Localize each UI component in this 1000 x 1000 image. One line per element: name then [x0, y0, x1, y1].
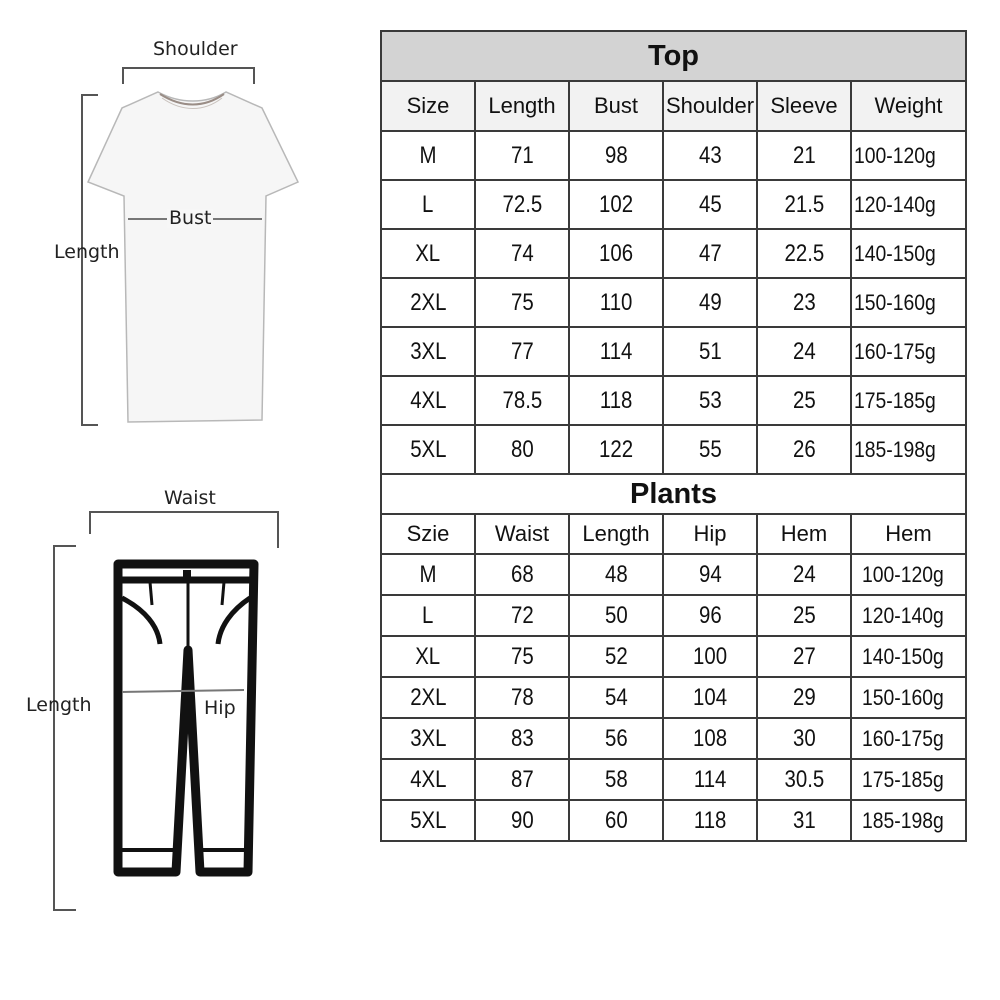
top_table-cell-text: 25 [792, 386, 816, 414]
size-chart-table [380, 30, 967, 842]
hip-label: Hip [204, 697, 236, 719]
pants_table-cell [757, 554, 851, 595]
top_table-cell-text: 160-175g [854, 338, 936, 364]
top_table-cell-text: 175-185g [854, 387, 936, 413]
top_table-cell [381, 376, 475, 425]
pants_table-cell-text: M [419, 560, 437, 588]
top_table-cell [381, 425, 475, 474]
pants_table-cell [757, 800, 851, 841]
top_table-cell [569, 376, 663, 425]
top_table-cell [663, 327, 757, 376]
top_table-cell [663, 376, 757, 425]
top_table-cell [851, 131, 966, 180]
pants_table-cell-text: 96 [698, 601, 722, 629]
top_table-cell [569, 229, 663, 278]
pants_table-cell-text: 94 [698, 560, 722, 588]
pants_table-cell [663, 636, 757, 677]
top_table-cell [851, 376, 966, 425]
pants_table-cell [381, 554, 475, 595]
top_table-cell-text: 110 [599, 288, 633, 316]
pants_table-cell [475, 636, 569, 677]
top_table-cell [851, 278, 966, 327]
top_table-cell [851, 180, 966, 229]
pants_table-header-cell: Length [569, 514, 663, 554]
top_table-cell [475, 327, 569, 376]
top_table-cell-text: 23 [792, 288, 816, 316]
pants_table-cell [569, 759, 663, 800]
top_table-cell-text: 102 [598, 190, 634, 218]
pants_table-cell [381, 800, 475, 841]
top_table-row [381, 180, 966, 229]
top_table-cell-text: 106 [598, 239, 634, 267]
pants_table-cell [475, 595, 569, 636]
pants_table-cell-text: 58 [604, 765, 628, 793]
pants_table-cell [757, 677, 851, 718]
pants_table-cell-text: 48 [604, 560, 628, 588]
pants_table-cell-text: 50 [604, 601, 628, 629]
pants_table-cell [851, 759, 966, 800]
pants_table-cell [663, 554, 757, 595]
pants_table-cell [569, 677, 663, 718]
top_table-cell-text: M [419, 141, 437, 169]
pants_table-cell [475, 554, 569, 595]
top_table-cell-text: 47 [698, 239, 722, 267]
pants_table-header-cell: Szie [381, 514, 475, 554]
top_table-cell [569, 131, 663, 180]
pants_table-cell [569, 718, 663, 759]
pants_table-cell-text: 3XL [409, 724, 447, 752]
pants_table-header-cell: Hip [663, 514, 757, 554]
pants_table-cell-text: 56 [604, 724, 628, 752]
pants_table-cell-text: 4XL [409, 765, 447, 793]
top_table-cell [851, 229, 966, 278]
top_table-cell-text: 100-120g [854, 142, 936, 168]
pants_table-cell [381, 677, 475, 718]
pants_table-cell [757, 759, 851, 800]
pants_table-cell-text: 175-185g [862, 766, 944, 792]
top_table-cell-text: 51 [698, 337, 722, 365]
pants_table-cell-text: 83 [510, 724, 534, 752]
top_table-cell-text: 49 [698, 288, 722, 316]
pants_table-cell-text: 72 [510, 601, 534, 629]
top_table-cell-text: 5XL [409, 435, 447, 463]
pants_table-cell-text: 100 [692, 642, 728, 670]
top_table-cell-text: 24 [792, 337, 816, 365]
top-length-label: Length [54, 241, 120, 263]
top_table-cell-text: 45 [698, 190, 722, 218]
top_table-cell [851, 425, 966, 474]
top_table-cell [569, 180, 663, 229]
top_table-cell [569, 278, 663, 327]
top_table-cell-text: 55 [698, 435, 722, 463]
top_table-header-row [381, 81, 966, 131]
pants_table-cell [381, 595, 475, 636]
pants_table-cell [569, 636, 663, 677]
pants_table-cell-text: L [422, 601, 434, 629]
pants_table-cell-text: 68 [510, 560, 534, 588]
top_table-cell [569, 425, 663, 474]
pants_table-cell-text: 104 [692, 683, 728, 711]
pants_table-cell-text: 108 [692, 724, 728, 752]
top_table-row [381, 229, 966, 278]
top_table-row [381, 425, 966, 474]
top_table-cell-text: 114 [599, 337, 633, 365]
top_table-cell [381, 229, 475, 278]
top_table-cell-text: 21.5 [784, 190, 824, 218]
pants_table-cell [381, 759, 475, 800]
pants_table-cell [851, 554, 966, 595]
top_table-cell [757, 180, 851, 229]
pants_table-cell [757, 718, 851, 759]
top_table-header-cell: Weight [851, 81, 966, 131]
pants_table-cell-text: 30 [792, 724, 816, 752]
top_table-cell-text: 26 [792, 435, 816, 463]
waist-bracket [90, 512, 278, 548]
top_table-cell-text: 120-140g [854, 191, 936, 217]
pants_table-cell-text: 2XL [409, 683, 447, 711]
pants_table-cell [569, 595, 663, 636]
pants_table-row [381, 800, 966, 841]
pants_table-cell-text: 52 [604, 642, 628, 670]
top_table-cell-text: 43 [698, 141, 722, 169]
top_table-header-cell: Sleeve [757, 81, 851, 131]
pants_table-cell [851, 718, 966, 759]
pants_table-cell [663, 759, 757, 800]
pants_table-cell-text: 78 [510, 683, 534, 711]
pants_table-row [381, 595, 966, 636]
pants_table-cell-text: 60 [604, 806, 628, 834]
top_table-cell [475, 278, 569, 327]
pants_table-row [381, 554, 966, 595]
top_table-cell [475, 131, 569, 180]
top_table-cell [381, 180, 475, 229]
top_table-cell-text: 72.5 [502, 190, 542, 218]
pants_table-header-cell: Hem [851, 514, 966, 554]
top_table-cell-text: 71 [510, 141, 534, 169]
pants-length-label: Length [26, 694, 92, 716]
top_table-cell-text: 3XL [409, 337, 447, 365]
top_table-cell-text: 2XL [409, 288, 447, 316]
pants_table-cell [757, 595, 851, 636]
pants_table-cell [851, 636, 966, 677]
top_table-cell-text: 80 [510, 435, 534, 463]
pants-length-bracket [54, 546, 76, 910]
top_table-row [381, 278, 966, 327]
top_table-cell-text: 118 [599, 386, 633, 414]
top_table-cell [475, 180, 569, 229]
pants_table-cell [663, 718, 757, 759]
top_table-row [381, 131, 966, 180]
pants_table-cell [475, 800, 569, 841]
pants_table-header-cell: Waist [475, 514, 569, 554]
top_table-header-cell: Bust [569, 81, 663, 131]
top_table-cell [757, 425, 851, 474]
pants_table-cell-text: 185-198g [862, 807, 944, 833]
pants_table-cell [851, 595, 966, 636]
top_table-cell-text: 185-198g [854, 436, 936, 462]
top_table-cell [381, 278, 475, 327]
top_table-cell [663, 180, 757, 229]
pants_table-cell-text: 160-175g [862, 725, 944, 751]
pants_table-cell-text: 100-120g [862, 561, 944, 587]
pants_table-cell [851, 800, 966, 841]
top_table-cell [757, 376, 851, 425]
top_table-cell-text: 122 [598, 435, 634, 463]
top_table-header-cell: Size [381, 81, 475, 131]
pants_table-cell [381, 636, 475, 677]
pants_table-cell-text: 118 [693, 806, 727, 834]
pants_table-row [381, 636, 966, 677]
top_table-cell [757, 278, 851, 327]
pants_table-row [381, 718, 966, 759]
pants_table-cell-text: 140-150g [862, 643, 944, 669]
top_table-title-row [381, 31, 966, 81]
pants_table-cell-text: 25 [792, 601, 816, 629]
top_table-cell [475, 376, 569, 425]
top_table-cell-text: 98 [604, 141, 628, 169]
pants_table-cell-text: 75 [510, 642, 534, 670]
pants_table-cell [569, 554, 663, 595]
top_table-cell [569, 327, 663, 376]
pants_table-cell [663, 800, 757, 841]
pants_table-cell [757, 636, 851, 677]
pants_table-cell-text: 5XL [409, 806, 447, 834]
pants_table-header-row [381, 514, 966, 554]
top_table-cell [663, 131, 757, 180]
top_table-cell [663, 425, 757, 474]
bust-label: Bust [169, 207, 212, 229]
pants_table-cell-text: 114 [693, 765, 727, 793]
pants_table-title: Plants [381, 474, 966, 514]
pants_table-cell-text: 120-140g [862, 602, 944, 628]
waist-label: Waist [164, 487, 216, 509]
top_table-cell-text: 77 [510, 337, 534, 365]
pants_table-cell-text: 24 [792, 560, 816, 588]
top_table-cell [381, 327, 475, 376]
pants_table-title-row [381, 474, 966, 514]
pants_table-cell [475, 677, 569, 718]
pants_table-cell-text: XL [415, 642, 441, 670]
pants_table-cell-text: 31 [792, 806, 816, 834]
top_table-cell [851, 327, 966, 376]
top_table-cell [663, 278, 757, 327]
top_table-title: Top [381, 31, 966, 81]
top_table-cell-text: XL [415, 239, 441, 267]
top_table-cell-text: 22.5 [784, 239, 824, 267]
top_table-row [381, 327, 966, 376]
pants_table-header-cell: Hem [757, 514, 851, 554]
top_table-header-cell: Shoulder [663, 81, 757, 131]
top_table-cell [757, 131, 851, 180]
top_table-header-cell: Length [475, 81, 569, 131]
pants_table-cell-text: 27 [792, 642, 816, 670]
pants_table-cell [663, 677, 757, 718]
shoulder-label: Shoulder [153, 38, 238, 60]
top_table-cell-text: 78.5 [502, 386, 542, 414]
pants_table-cell [569, 800, 663, 841]
top_table-row [381, 376, 966, 425]
pants_table-cell [475, 718, 569, 759]
pants_table-row [381, 677, 966, 718]
top_table-cell-text: L [422, 190, 434, 218]
top_table-cell-text: 75 [510, 288, 534, 316]
pants_table-cell-text: 87 [510, 765, 534, 793]
pants_table-cell-text: 29 [792, 683, 816, 711]
pants_table-row [381, 759, 966, 800]
pants_table-cell [381, 718, 475, 759]
top_table-cell [475, 425, 569, 474]
top_table-cell [663, 229, 757, 278]
top_table-cell [757, 327, 851, 376]
top_table-cell [757, 229, 851, 278]
pants_table-cell-text: 54 [604, 683, 628, 711]
pants_table-cell-text: 30.5 [784, 765, 824, 793]
top_table-cell [381, 131, 475, 180]
top_table-cell [475, 229, 569, 278]
top_table-cell-text: 140-150g [854, 240, 936, 266]
pants_table-cell [475, 759, 569, 800]
pants_table-cell [663, 595, 757, 636]
top_table-cell-text: 53 [698, 386, 722, 414]
top_table-cell-text: 4XL [409, 386, 447, 414]
top_table-cell-text: 21 [792, 141, 816, 169]
pants_table-cell-text: 90 [510, 806, 534, 834]
top_table-cell-text: 74 [510, 239, 534, 267]
shoulder-bracket [123, 68, 254, 84]
pants_table-cell-text: 150-160g [862, 684, 944, 710]
top_table-cell-text: 150-160g [854, 289, 936, 315]
pants_table-cell [851, 677, 966, 718]
